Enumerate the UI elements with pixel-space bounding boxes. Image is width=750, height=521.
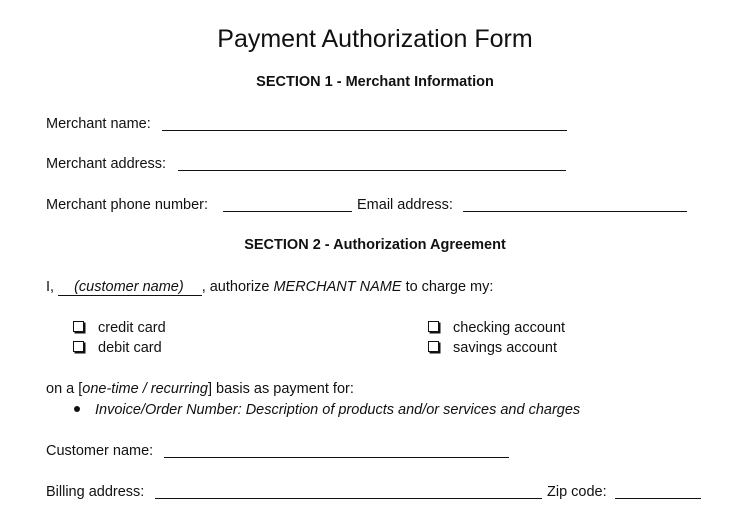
checkbox-icon[interactable] (73, 341, 84, 352)
merchant-address-label: Merchant address: (46, 156, 167, 172)
checkbox-icon[interactable] (73, 321, 84, 332)
basis-sentence (46, 380, 354, 398)
merchant-name-label: Merchant name: (46, 116, 151, 132)
email-label: Email address: (357, 197, 453, 213)
section-1-heading: SECTION 1 - Merchant Information (256, 74, 494, 90)
merchant-name-field[interactable] (162, 130, 567, 131)
authorize-prefix: I, (46, 279, 55, 295)
merchant-address-field[interactable] (178, 170, 566, 171)
option-label: debit card (98, 340, 162, 356)
checkbox-icon[interactable] (428, 341, 439, 352)
basis-prefix: on a [ (46, 381, 83, 397)
option-credit-card[interactable] (73, 319, 166, 337)
billing-address-label: Billing address: (46, 484, 145, 500)
customer-name-inline-field[interactable]: (customer name) (58, 280, 202, 296)
basis-suffix: ] basis as payment for: (208, 381, 354, 397)
authorize-mid: , authorize (201, 279, 270, 295)
customer-name-label: Customer name: (46, 443, 154, 459)
zip-code-field[interactable] (615, 498, 701, 499)
email-field[interactable] (463, 211, 687, 212)
page-title: Payment Authorization Form (217, 25, 533, 53)
zip-code-label: Zip code: (547, 484, 607, 500)
option-label: credit card (98, 320, 166, 336)
option-label: checking account (453, 320, 566, 336)
option-debit-card[interactable] (73, 339, 162, 357)
customer-name-field[interactable] (164, 457, 509, 458)
merchant-phone-label: Merchant phone number: (46, 197, 209, 213)
section-2-heading: SECTION 2 - Authorization Agreement (244, 237, 506, 253)
billing-address-field[interactable] (155, 498, 542, 499)
option-savings-account[interactable] (428, 339, 557, 357)
checkbox-icon[interactable] (428, 321, 439, 332)
merchant-name-placeholder: MERCHANT NAME (273, 279, 402, 295)
basis-options: one-time / recurring (82, 381, 208, 397)
authorization-sentence (46, 278, 493, 296)
bullet-text: Invoice/Order Number: Description of products and/or services and charges (95, 402, 581, 418)
authorize-suffix: to charge my: (405, 279, 494, 295)
merchant-phone-field[interactable] (223, 211, 352, 212)
option-label: savings account (453, 340, 557, 356)
invoice-bullet-item (74, 401, 580, 419)
option-checking-account[interactable] (428, 319, 565, 337)
bullet-icon (74, 406, 80, 412)
